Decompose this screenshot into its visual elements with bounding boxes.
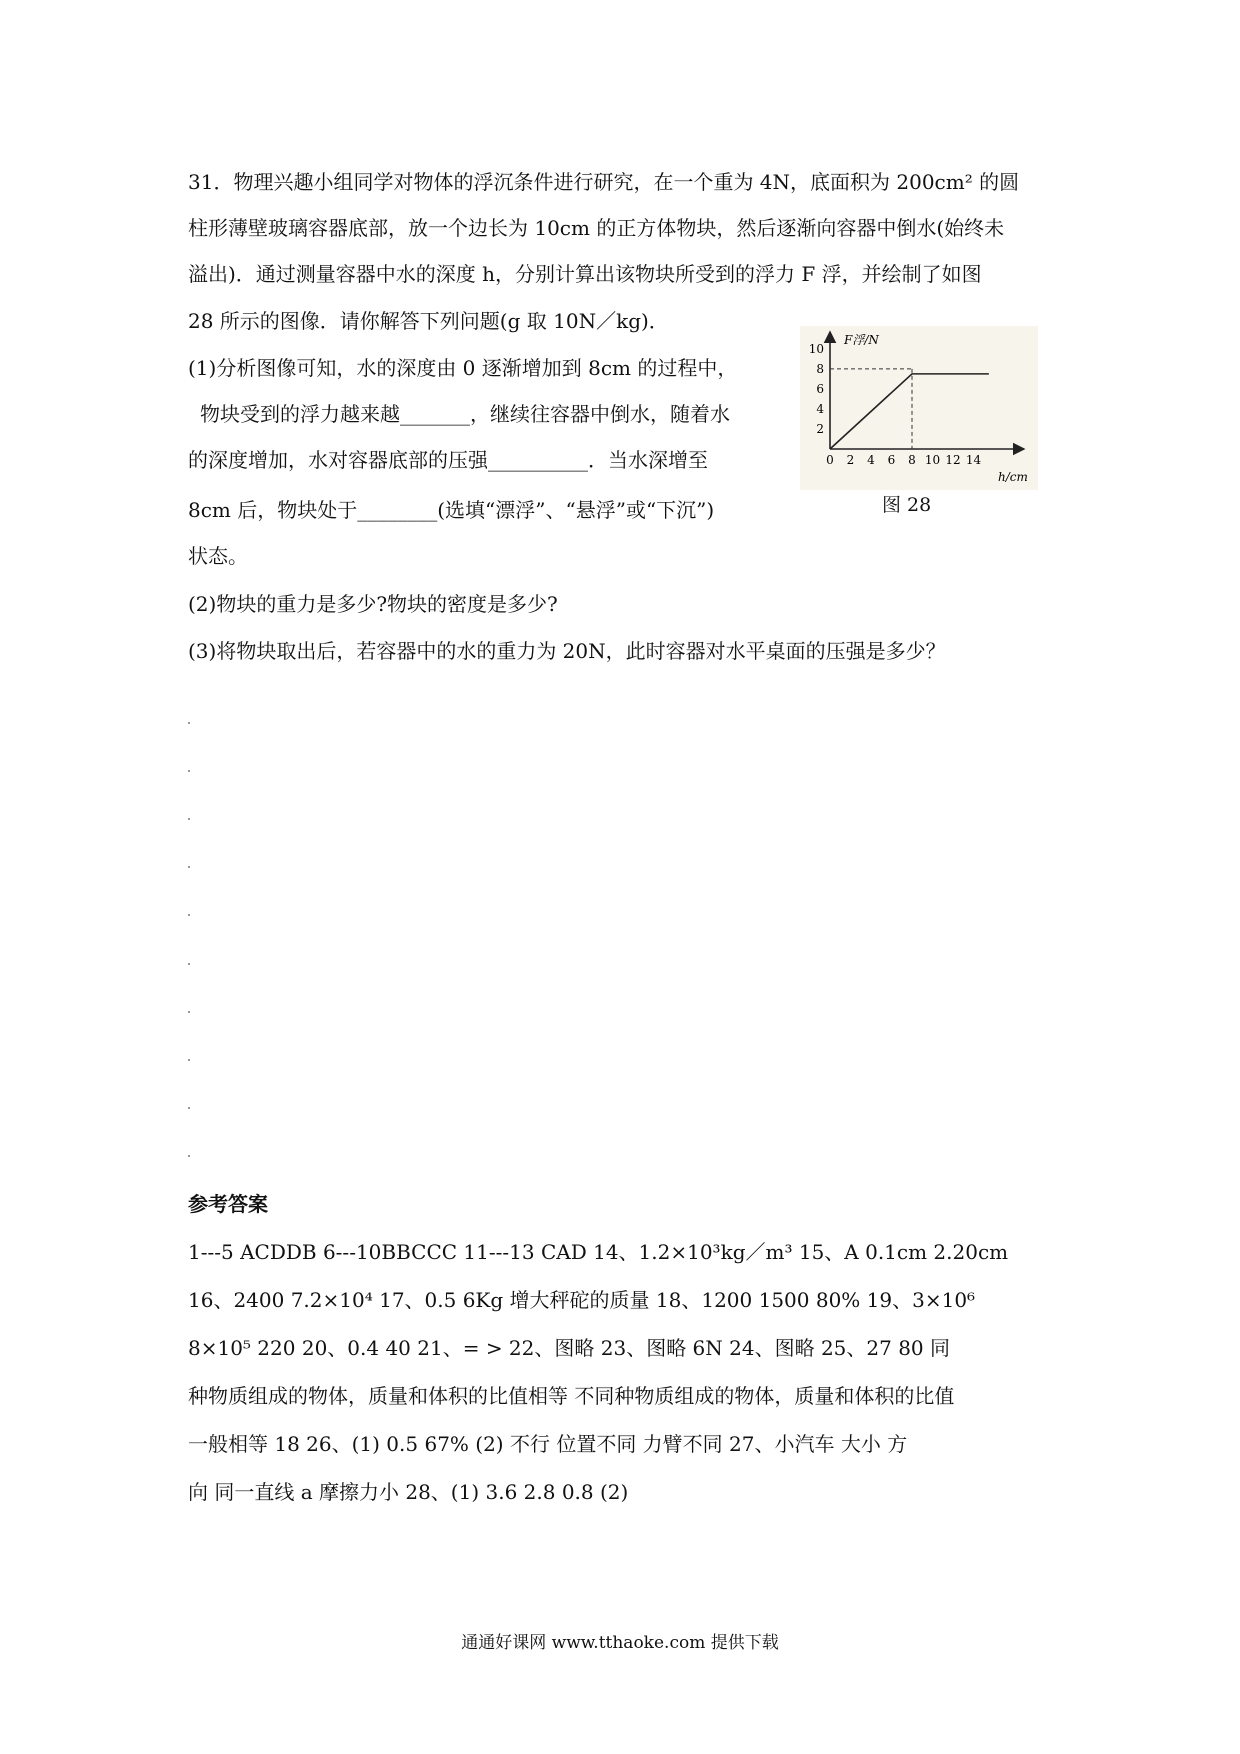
part3: (3)将物块取出后，若容器中的水的重力为 20N，此时容器对水平桌面的压强是多少？	[188, 639, 946, 663]
blank-dot	[188, 1011, 190, 1013]
blank-dot	[188, 866, 190, 868]
part1-line-4: 8cm 后，物块处于________(选填“漂浮”、“悬浮”或“下沉”)	[188, 498, 715, 522]
answers-line-4: 种物质组成的物体，质量和体积的比值相等 不同种物质组成的物体，质量和体积的比值	[188, 1384, 955, 1408]
y-tick-label: 4	[816, 401, 824, 416]
question-line-1: 31．物理兴趣小组同学对物体的浮沉条件进行研究，在一个重为 4N，底面积为 200cm² 的圆	[188, 170, 1020, 194]
blank-dot	[188, 1155, 190, 1157]
x-tick-label: 10	[924, 453, 941, 467]
y-axis-label: F浮/N	[844, 333, 879, 347]
figure-28-chart	[800, 326, 1038, 490]
x-axis-label: h/cm	[998, 470, 1028, 484]
footer: 通通好课网 www.tthaoke.com 提供下载	[461, 1633, 779, 1653]
x-tick-label: 14	[965, 453, 982, 467]
x-tick-label: 6	[887, 453, 896, 467]
answers-line-3: 8×10⁵ 220 20、0.4 40 21、= > 22、图略 23、图略 6N 24、图略 25、27 80 同	[188, 1336, 951, 1360]
blank-dot	[188, 1059, 190, 1061]
series-line-buoyancy	[830, 374, 989, 449]
part1-line-1: (1)分析图像可知，水的深度由 0 逐渐增加到 8cm 的过程中，	[188, 356, 738, 380]
x-tick-label: 8	[908, 453, 916, 467]
part1-line-2: 物块受到的浮力越来越_______，继续往容器中倒水，随着水	[200, 402, 730, 426]
part1-line-5: 状态。	[188, 544, 248, 568]
question-line-3: 溢出)．通过测量容器中水的深度 h，分别计算出该物块所受到的浮力 F 浮，并绘制了如图	[188, 262, 982, 286]
x-tick-label: 0	[826, 453, 834, 467]
part1-line-3: 的深度增加，水对容器底部的压强__________．当水深增至	[188, 448, 708, 472]
blank-dot	[188, 770, 190, 772]
y-tick-label: 6	[816, 381, 824, 396]
blank-dot	[188, 914, 190, 916]
x-tick-label: 12	[945, 453, 961, 467]
blank-dot	[188, 722, 190, 724]
answers-line-6: 向 同一直线 a 摩擦力小 28、(1) 3.6 2.8 0.8 (2)	[188, 1480, 629, 1504]
blank-dot	[188, 963, 190, 965]
x-tick-label: 4	[867, 453, 875, 467]
part2: (2)物块的重力是多少?物块的密度是多少?	[188, 592, 558, 616]
blank-dot	[188, 818, 190, 820]
answers-line-2: 16、2400 7.2×10⁴ 17、0.5 6Kg 增大秤砣的质量 18、1200 1500 80% 19、3×10⁶	[188, 1288, 976, 1312]
question-line-4: 28 所示的图像．请你解答下列问题(g 取 10N／kg)．	[188, 309, 669, 333]
answers-line-5: 一般相等 18 26、(1) 0.5 67% (2) 不行 位置不同 力臂不同 27、小汽车 大小 方	[188, 1432, 908, 1456]
figure-caption: 图 28	[882, 494, 932, 516]
blank-dot	[188, 1107, 190, 1109]
answers-line-1: 1---5 ACDDB 6---10BBCCC 11---13 CAD 14、1.2×10³kg／m³ 15、A 0.1cm 2.20cm	[188, 1240, 1009, 1264]
x-tick-label: 2	[846, 453, 855, 467]
answers-title: 参考答案	[188, 1192, 268, 1216]
y-tick-label: 10	[808, 341, 824, 356]
question-line-2: 柱形薄壁玻璃容器底部，放一个边长为 10cm 的正方体物块，然后逐渐向容器中倒水(始终未	[188, 216, 1005, 240]
chart-svg	[800, 326, 1038, 490]
y-tick-label: 8	[816, 361, 824, 376]
y-tick-label: 2	[816, 421, 824, 436]
